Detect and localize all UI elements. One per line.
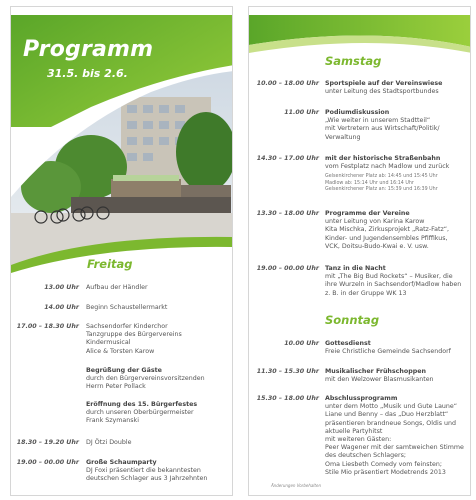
event-line: Verwaltung: [325, 133, 361, 141]
event-line: Kinder- und Jugendensembles Pfiffikus,: [325, 234, 448, 242]
event-title: Programme der Vereine: [325, 210, 410, 217]
event-line: Peer Wagener mit der samtweichen Stimme: [325, 444, 464, 452]
event-line: DJ Ötzi Double: [86, 439, 132, 446]
event-line: mit Vertretern aus Wirtschaft/Politik/: [325, 125, 440, 133]
event-line: unter Leitung des Stadtsportbundes: [325, 88, 439, 96]
event-time: 15.30 – 18.00 Uhr: [256, 395, 319, 402]
event-line: VCK, Doitsu-Budo-Kwai e. V. usw.: [325, 242, 429, 250]
event-title: Abschlussprogramm: [325, 395, 398, 402]
event-line: ihre Wurzeln in Sachsendorf/Madlow haben: [325, 281, 462, 289]
section-saturday: Samstag: [325, 54, 382, 68]
right-panel: [248, 6, 471, 496]
changes-reserved-note: Änderungen Vorbehalten: [270, 483, 321, 488]
event-line: deutschen Schlager aus 3 Jahrzehnten: [86, 475, 208, 483]
event-time: 19.00 – 00.00 Uhr: [256, 265, 319, 272]
event-line: Beginn Schaustellermarkt: [86, 304, 168, 311]
festival-photo: [11, 67, 233, 287]
event-line: unter Leitung von Karina Karow: [325, 218, 425, 226]
event-time: 11.00 Uhr: [284, 109, 319, 116]
event-line: mit den Welzower Blasmusikanten: [325, 376, 434, 384]
event-line: Freie Christliche Gemeinde Sachsendorf: [325, 348, 451, 356]
event-title: Begrüßung der Gäste: [86, 367, 162, 374]
event-line: Kita Mischka, Zirkusprojekt „Ratz-Fatz“,: [325, 226, 450, 234]
tram-schedule-line: Gelsenkirchener Platz an: 15:39 und 16:39 Uhr: [325, 186, 438, 192]
event-title: Gottesdienst: [325, 340, 371, 347]
event-line: Oma Liesbeth Comedy vom feinsten;: [325, 460, 442, 468]
event-line: z. B. in der Gruppe WK 13: [325, 289, 407, 297]
tram-schedule-line: Gelsenkirchener Platz ab: 14:45 und 15:45 Uhr: [325, 174, 438, 180]
event-title: Podiumdiskussion: [325, 109, 390, 116]
event-title: Musikalischer Frühschoppen: [325, 368, 426, 375]
event-title: Eröffnung des 15. Bürgerfestes: [86, 401, 198, 408]
event-time: 11.30 – 15.30 Uhr: [256, 368, 319, 375]
event-line: mit „The Big Bud Rockets“ – Musiker, die: [325, 273, 453, 281]
event-line: DJ Foxi präsentiert die bekanntesten: [86, 467, 201, 475]
event-title: Große Schaumparty: [86, 459, 157, 466]
event-line: durch den Bürgervereinsvorsitzenden: [86, 375, 205, 383]
event-line: durch unseren Oberbürgermeister: [86, 409, 194, 417]
event-line: Stile Mio präsentiert Modetrends 2013: [325, 468, 446, 476]
program-title: Programm: [23, 37, 154, 62]
event-line: Alice & Torsten Karow: [86, 347, 155, 355]
section-sunday: Sonntag: [325, 313, 380, 327]
event-line: vom Festplatz nach Madlow und zurück: [325, 163, 450, 171]
event-line: „Wie weiter in unserem Stadtteil“: [325, 117, 431, 125]
event-line: des deutschen Schlagers;: [325, 452, 407, 460]
event-title: mit der historische Straßenbahn: [325, 155, 441, 162]
section-friday: Freitag: [87, 257, 133, 271]
event-time: 19.00 – 00.00 Uhr: [16, 459, 79, 466]
event-time: 17.00 – 18.30 Uhr: [16, 323, 79, 330]
event-line: Sachsendorfer Kinderchor: [86, 323, 168, 330]
left-panel: [10, 6, 233, 496]
event-line: aktuelle Partyhitst: [325, 427, 383, 435]
program-dates: 31.5. bis 2.6.: [47, 67, 128, 80]
event-title: Tanz in die Nacht: [325, 265, 386, 272]
event-line: Frank Szymanski: [86, 417, 139, 425]
event-line: präsentieren brandneue Songs, Oldis und: [325, 419, 456, 427]
event-time: 10.00 – 18.00 Uhr: [256, 80, 319, 87]
event-time: 13.00 Uhr: [44, 284, 79, 291]
tram-schedule-line: Madlow ab: 15:14 Uhr und 16:14 Uhr: [325, 180, 414, 186]
event-time: 10.00 Uhr: [284, 340, 319, 347]
event-time: 14.30 – 17.00 Uhr: [256, 155, 319, 162]
event-time: 13.30 – 18.00 Uhr: [256, 210, 319, 217]
event-title: Sportspiele auf der Vereinswiese: [325, 80, 443, 87]
event-line: Aufbau der Händler: [86, 284, 148, 291]
event-line: unter dem Motto „Musik und Gute Laune“: [325, 403, 458, 411]
event-time: 18.30 – 19.20 Uhr: [16, 439, 79, 446]
event-line: mit weiteren Gästen:: [325, 436, 392, 444]
event-line: Kindermusical: [86, 339, 131, 347]
event-line: Herrn Peter Pollack: [86, 383, 146, 391]
event-time: 14.00 Uhr: [44, 304, 79, 311]
event-line: Tanzgruppe des Bürgervereins: [86, 331, 182, 339]
event-line: Liane und Benny – das „Duo Herzblatt“: [325, 411, 449, 419]
